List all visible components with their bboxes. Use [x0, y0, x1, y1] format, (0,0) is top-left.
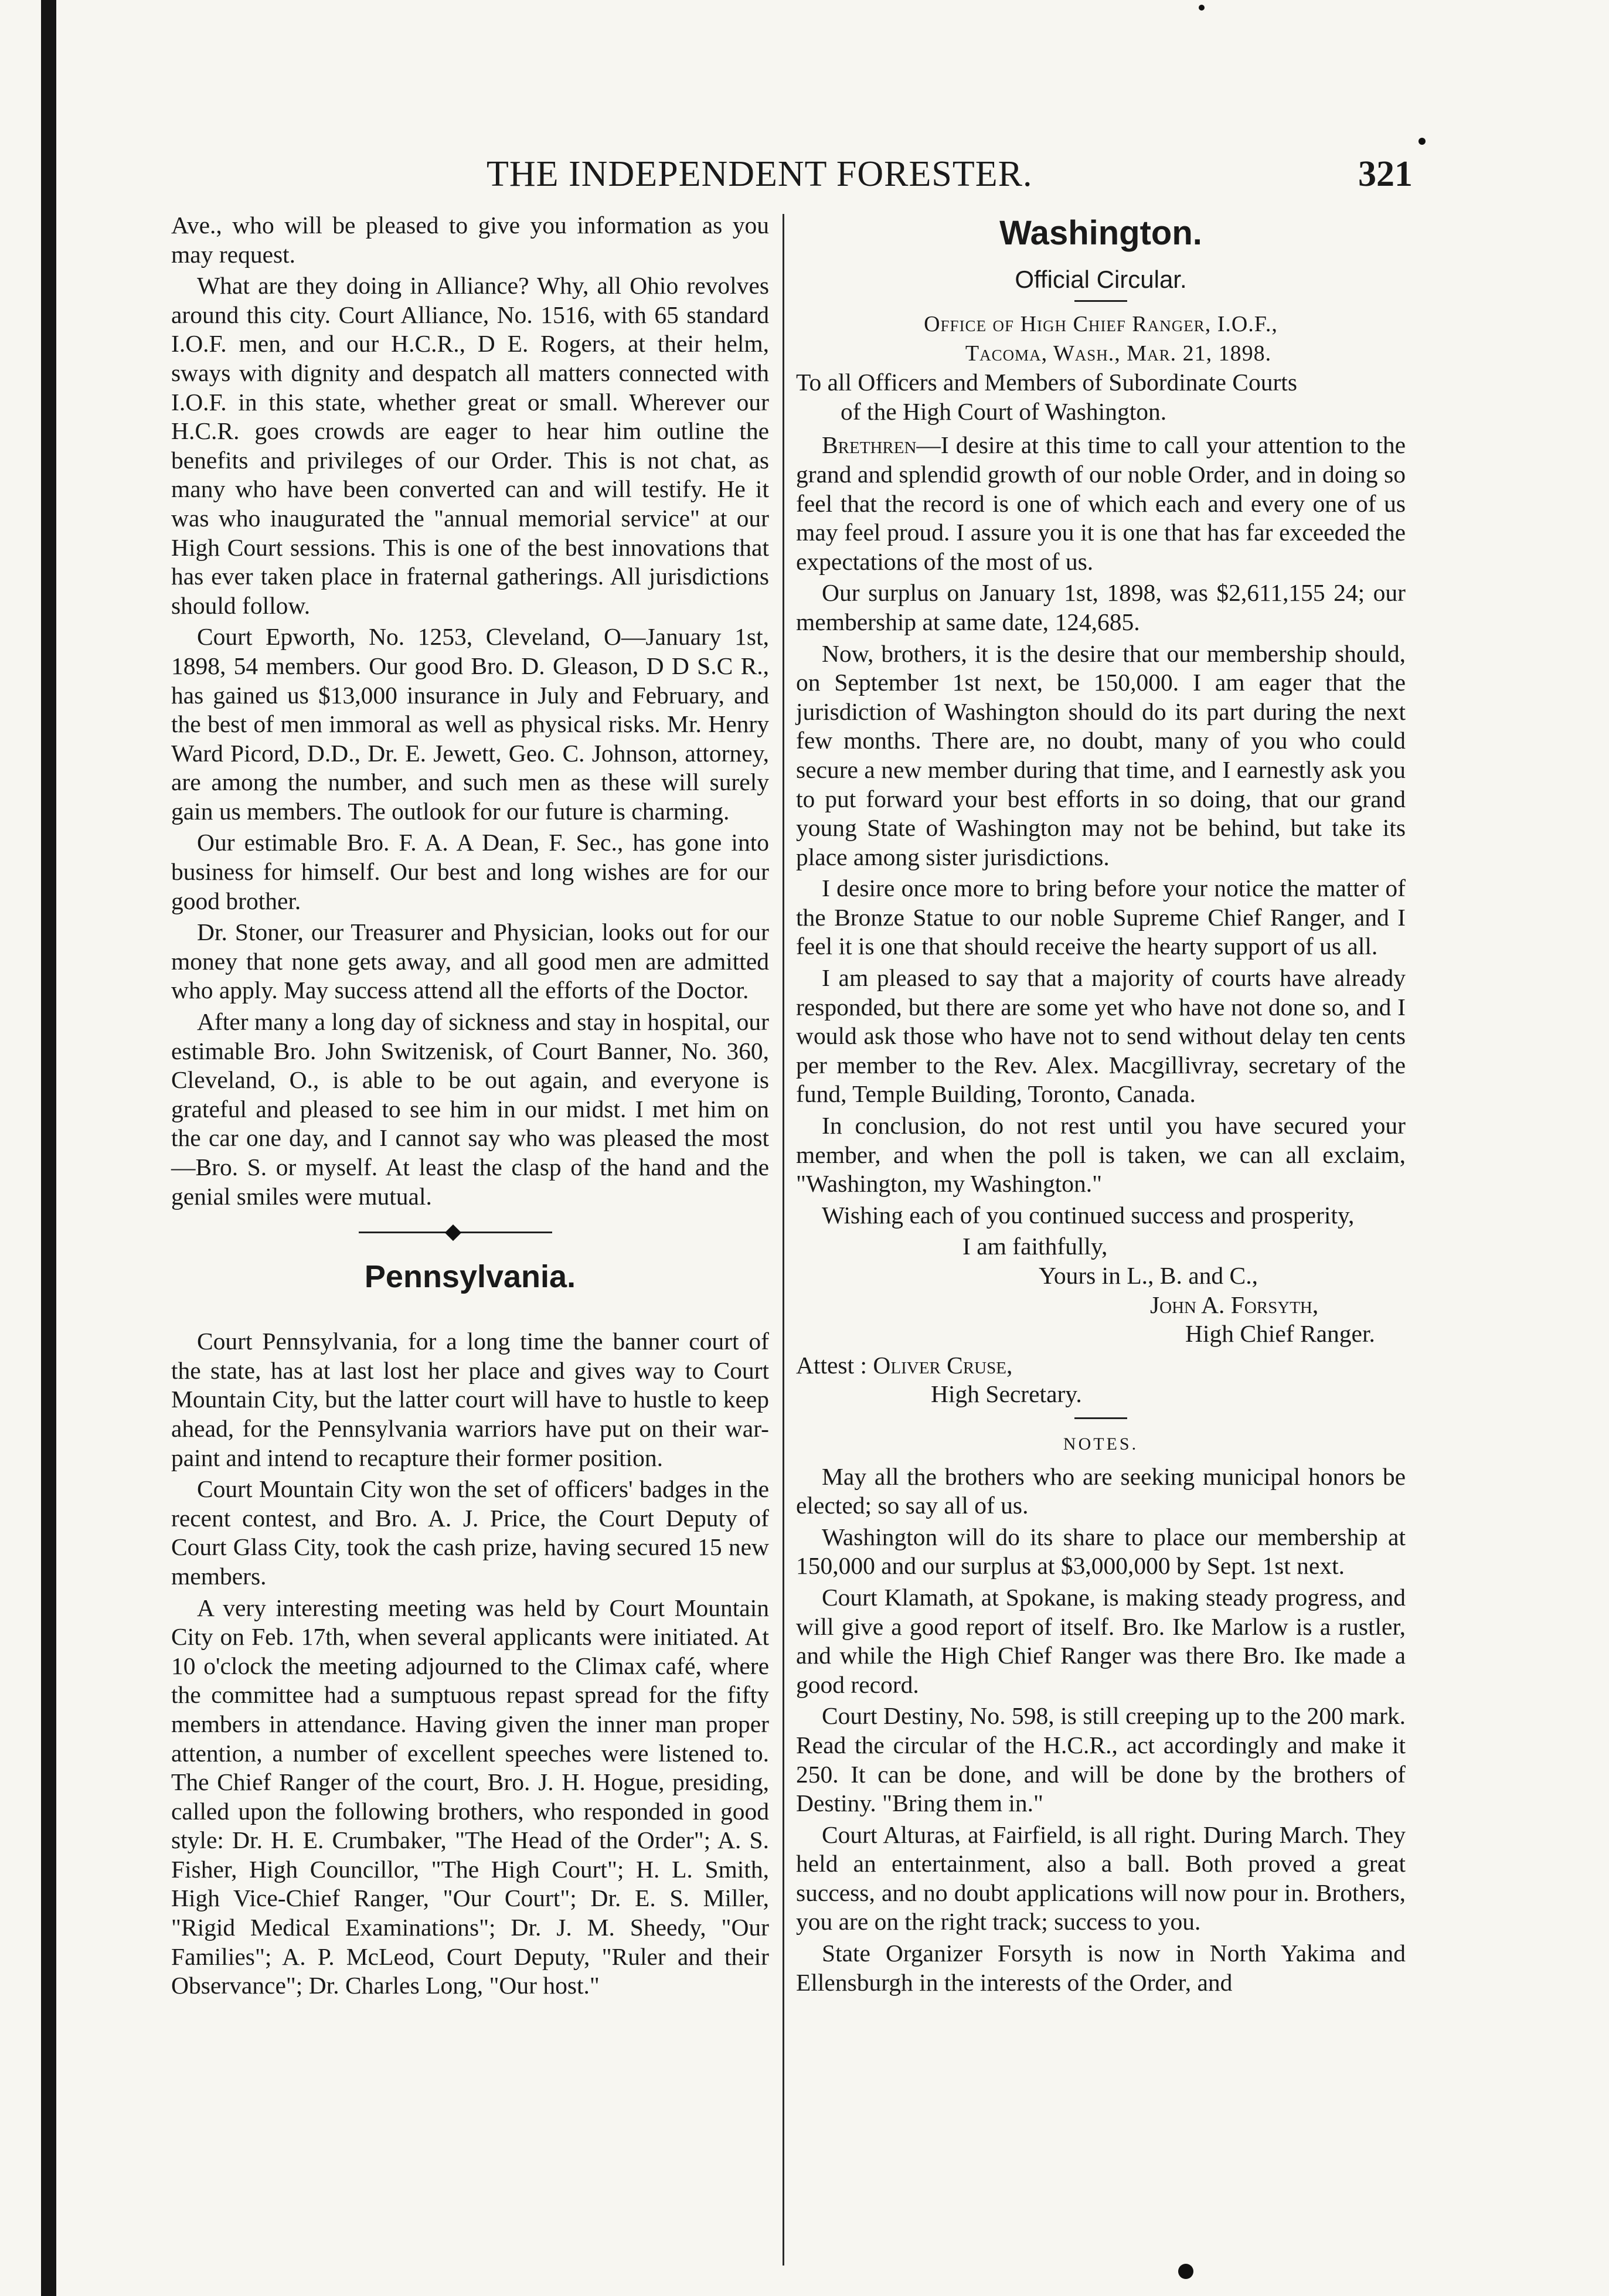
attest-label: Attest :: [796, 1351, 868, 1379]
attest-line: [796, 1351, 1406, 1380]
paragraph: I am pleased to say that a majority of courts have already responded, but there are some yet who have not done so, and I would ask those who have not to send without delay ten cents per member to the Rev. Alex. Macgillivray, secretary of the fund, Temple Building, Toronto, Canada.: [796, 964, 1406, 1108]
signatory-name: John A. Forsyth,: [1150, 1291, 1319, 1318]
attest-name: Oliver Cruse,: [873, 1351, 1013, 1379]
paragraph: Our estimable Bro. F. A. A Dean, F. Sec., has gone into business for himself. Our best and long wishes are for our good brother.: [171, 829, 769, 914]
paragraph: [796, 431, 1406, 576]
right-column: [796, 211, 1406, 1999]
paragraph: State Organizer Forsyth is now in North Yakima and Ellensburgh in the interests of the Order, and: [796, 1940, 1406, 1996]
attest-block: [796, 1351, 1406, 1409]
office-line: Office of High Chief Ranger, I.O.F.,: [924, 312, 1278, 336]
signatory-title: High Chief Ranger.: [1185, 1320, 1375, 1348]
paragraph: What are they doing in Alliance? Why, all Ohio revolves around this city. Court Alliance, No. 1516, with 65 standard I.O.F. men, and our H.C.R., D E. Rogers, at their helm, sways with dignity and despatch all matters connected with I.O.F. in this state, whether great or small. Wherever our H.C.R. goes crowds are eager to hear him outline the benefits and privileges of our Order. This is not chat, as many who have been converted can and will testify. He it was who inaugurated the "annual memorial service" at our High Court sessions. This is one of the best innovations that has ever taken place in fraternal gatherings. All jurisdictions should follow.: [171, 272, 769, 619]
page-header: [487, 154, 1413, 200]
section-subtitle: Official Circular.: [1015, 266, 1187, 293]
running-title: THE INDEPENDENT FORESTER.: [487, 154, 1033, 194]
left-column: [171, 211, 769, 2003]
signature-block: [796, 1232, 1406, 1348]
scan-speck: [1199, 5, 1205, 11]
paragraph: Wishing each of you continued success and prosperity,: [822, 1201, 1355, 1229]
paragraph: Ave., who will be pleased to give you information as you may request.: [171, 212, 769, 268]
paragraph: I desire once more to bring before your notice the matter of the Bronze Statue to our noble Supreme Chief Ranger, and I feel it is one that should receive the hearty support of us all.: [796, 875, 1406, 960]
page-number: 321: [1358, 154, 1413, 194]
short-rule: [1074, 1417, 1127, 1419]
paragraph: In conclusion, do not rest until you have secured your member, and when the poll is taken, we can all exclaim, "Washington, my Washington.": [796, 1112, 1406, 1198]
paragraph: Court Alturas, at Fairfield, is all right. During March. They held an entertainment, also a ball. Both proved a great success, and no doubt applications will now pour in. Brothers, you are on the right track; success to you.: [796, 1821, 1406, 1936]
section-title-washington: Washington.: [999, 214, 1202, 252]
paragraph: Court Klamath, at Spokane, is making steady progress, and will give a good report of itself. Bro. Ike Marlow is a rustler, and while the High Chief Ranger was there Bro. Ike made a good record.: [796, 1583, 1406, 1698]
scan-speck: [1418, 138, 1426, 145]
paragraph: Court Destiny, No. 598, is still creeping up to the 200 mark. Read the circular of the H.C.R., act accordingly and make it 250. It can be done, and will be done by the brothers of Destiny. "Bring them in.": [796, 1702, 1406, 1817]
scan-speck: [1178, 2264, 1193, 2279]
section-divider-ornament: [171, 1224, 769, 1241]
closing-line: Yours in L., B. and C.,: [1039, 1262, 1258, 1289]
scan-binding-edge: [41, 0, 56, 2296]
attest-title: High Secretary.: [931, 1380, 1082, 1408]
paragraph: Court Epworth, No. 1253, Cleveland, O—January 1st, 1898, 54 members. Our good Bro. D. Gleason, D D S.C R., has gained us $13,000 insurance in July and February, and the best of men immoral as well as physical risks. Mr. Henry Ward Picord, D.D., Dr. E. Jewett, Geo. C. Johnson, attorney, are among the number, and such men as these will surely gain us members. The outlook for our future is charming.: [171, 623, 769, 825]
closing-line: I am faithfully,: [962, 1233, 1108, 1260]
short-rule: [1074, 300, 1127, 302]
circular-address: [796, 368, 1406, 426]
column-rule: [783, 214, 784, 2266]
office-date-line: Tacoma, Wash., Mar. 21, 1898.: [965, 341, 1272, 366]
address-line: of the High Court of Washington.: [841, 397, 1167, 425]
paragraph: Washington will do its share to place our membership at 150,000 and our surplus at $3,000,000 by Sept. 1st next.: [796, 1523, 1406, 1580]
paragraph: Dr. Stoner, our Treasurer and Physician, looks out for our money that none gets away, and all good men are admitted who apply. May success attend all the efforts of the Doctor.: [171, 919, 769, 1004]
paragraph-text: —I desire at this time to call your attention to the grand and splendid growth of our noble Order, and in doing so feel that the record is one of which each and every one of us may feel proud. I assure you it is one that has far exceeded the expectations of the most of us.: [796, 431, 1406, 575]
paragraph: Court Pennsylvania, for a long time the banner court of the state, has at last lost her place and gives way to Court Mountain City, but the latter court will have to hustle to keep ahead, for the Pennsylvania warriors have put on their war-paint and intend to recapture their former position.: [171, 1328, 769, 1471]
paragraph: Our surplus on January 1st, 1898, was $2,611,155 24; our membership at same date, 124,685.: [796, 579, 1406, 635]
notes-heading: NOTES.: [1063, 1434, 1139, 1454]
paragraph: May all the brothers who are seeking municipal honors be elected; so say all of us.: [796, 1462, 1406, 1519]
address-line: To all Officers and Members of Subordinate Courts: [796, 369, 1297, 396]
paragraph: A very interesting meeting was held by Court Mountain City on Feb. 17th, when several applicants were initiated. At 10 o'clock the meeting adjourned to the Climax café, where the committee had a sumptuous repast spread for the fifty members in attendance. Having given the inner man proper attention, a number of excellent speeches were listened to. The Chief Ranger of the court, Bro. J. H. Hogue, presiding, called upon the following brothers, who responded in good style: Dr. H. E. Crumbaker, "The Head of the Order"; A. S. Fisher, High Councillor, "The High Court"; H. L. Smith, High Vice-Chief Ranger, "Our Court"; Dr. E. S. Miller, "Rigid Medical Examinations"; Dr. J. M. Sheedy, "Our Families"; A. P. McLeod, Court Deputy, "Ruler and their Observance"; Dr. Charles Long, "Our host.": [171, 1594, 769, 1999]
section-title-pennsylvania: Pennsylvania.: [364, 1259, 576, 1295]
paragraph: After many a long day of sickness and stay in hospital, our estimable Bro. John Switzenisk, of Court Banner, No. 360, Cleveland, O., is able to be out again, and everyone is grateful and pleased to see him in our midst. I met him on the car one day, and I cannot say who was pleased the most—Bro. S. or myself. At least the clasp of the hand and the genial smiles were mutual.: [171, 1008, 769, 1210]
paragraph: Now, brothers, it is the desire that our membership should, on September 1st next, be 150,000. I am eager that the jurisdiction of Washington should do its part during the next few months. There are, no doubt, many of you who could secure a new member during that time, and I earnestly ask you to put forward your best efforts in so doing, that our grand young State of Washington may not be behind, but take its place among sister jurisdictions.: [796, 640, 1406, 870]
salutation: Brethren: [822, 431, 917, 459]
paragraph: Court Mountain City won the set of officers' badges in the recent contest, and Bro. A. J. Price, the Court Deputy of Court Glass City, took the cash prize, having secured 15 new members.: [171, 1475, 769, 1590]
